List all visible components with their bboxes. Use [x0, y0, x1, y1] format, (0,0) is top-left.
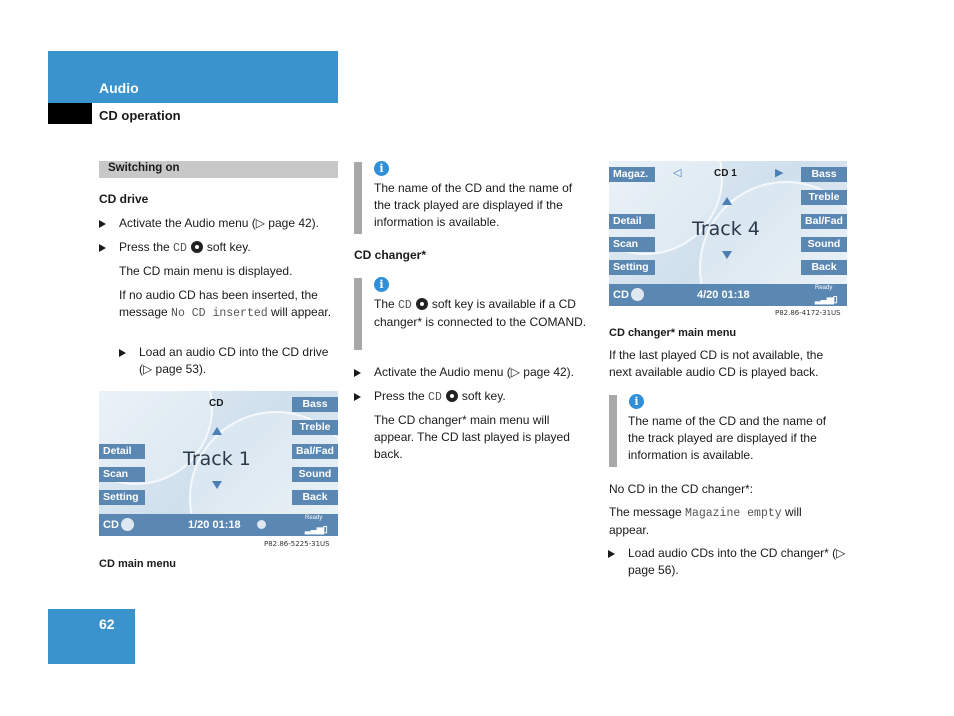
bullet-arrow-icon: [608, 550, 615, 558]
cd-changer-heading: CD changer*: [354, 248, 427, 262]
status-cd-label: CD: [613, 289, 629, 301]
track-down-icon[interactable]: [722, 251, 732, 259]
result-changer-menu: The CD changer* main menu will appear. The CD last played is played back.: [374, 413, 570, 461]
no-cd-heading: No CD in the CD changer*:: [609, 482, 754, 496]
status-bar: [99, 514, 338, 536]
cd-changer-main-menu-screen: [609, 161, 847, 306]
paragraph-last-played: If the last played CD is not available, the next available audio CD is played back.: [609, 348, 824, 379]
status-bar: [609, 284, 847, 306]
cd-main-menu-screen: [99, 391, 338, 536]
status-position: 1/20 01:18: [188, 519, 241, 531]
detail-button[interactable]: Detail: [99, 444, 145, 459]
note-bar: [609, 395, 617, 467]
back-button[interactable]: Back: [292, 490, 338, 505]
bass-button[interactable]: Bass: [801, 167, 847, 182]
cd-button-icon: [191, 241, 203, 253]
subsection-marker: [48, 103, 92, 124]
section-header: [48, 51, 338, 103]
bullet-arrow-icon: [119, 349, 126, 357]
info-icon: i: [374, 277, 389, 292]
info-icon: i: [374, 161, 389, 176]
status-cd-label: CD: [103, 519, 119, 531]
magazine-button[interactable]: Magaz.: [609, 167, 655, 182]
info-note: The name of the CD and the name of the track played are displayed if the information is available.: [374, 181, 573, 229]
substep-load-cd: Load an audio CD into the CD drive (▷ page 53).: [139, 344, 339, 378]
track-up-icon[interactable]: [722, 197, 732, 205]
cd-button-icon: [416, 298, 428, 310]
section-bar: [99, 161, 338, 178]
bass-button[interactable]: Bass: [292, 397, 338, 412]
ready-label: Ready: [815, 285, 833, 291]
result-no-cd: If no audio CD has been inserted, the message No CD inserted will appear.: [119, 288, 332, 320]
prev-cd-icon[interactable]: ◁: [673, 167, 682, 179]
image-code: P82.86-5225-31US: [264, 540, 330, 548]
bullet-arrow-icon: [354, 369, 361, 377]
back-button[interactable]: Back: [801, 260, 847, 275]
section-bar-label: Switching on: [108, 162, 180, 174]
treble-button[interactable]: Treble: [801, 190, 847, 205]
detail-button[interactable]: Detail: [609, 214, 655, 229]
figure-caption: CD changer* main menu: [609, 327, 737, 339]
page-number: 62: [99, 616, 115, 632]
scan-button[interactable]: Scan: [99, 467, 145, 482]
signal-icon: ▂▃▅▯: [305, 524, 327, 534]
bullet-arrow-icon: [354, 393, 361, 401]
track-up-icon[interactable]: [212, 427, 222, 435]
screen-title: CD: [209, 398, 224, 409]
step-load-cds: Load audio CDs into the CD changer* (▷ page 56).: [628, 545, 846, 579]
disc-icon: [257, 520, 266, 529]
step-press-cd: Press the CD soft key.: [374, 388, 596, 406]
bal-fad-button[interactable]: Bal/Fad: [292, 444, 338, 459]
subsection-title: CD operation: [99, 108, 181, 123]
signal-icon: ▂▃▅▯: [815, 294, 837, 304]
cd-button-icon: [446, 390, 458, 402]
result-main-menu: The CD main menu is displayed.: [119, 264, 293, 278]
note-bar: [354, 162, 362, 234]
figure-caption: CD main menu: [99, 558, 177, 570]
note-bar: [354, 278, 362, 350]
disc-icon: [121, 518, 134, 531]
bal-fad-button[interactable]: Bal/Fad: [801, 214, 847, 229]
disc-icon: [631, 288, 644, 301]
bullet-arrow-icon: [99, 244, 106, 252]
info-note: The name of the CD and the name of the track played are displayed if the information is available.: [628, 414, 827, 462]
track-display: Track 1: [183, 448, 251, 470]
info-note: The CD soft key is available if a CD changer* is connected to the COMAND.: [374, 297, 587, 329]
image-code: P82.86-4172-31US: [775, 309, 841, 317]
info-icon: i: [629, 394, 644, 409]
status-position: 4/20 01:18: [697, 289, 750, 301]
step-activate-audio: Activate the Audio menu (▷ page 42).: [119, 215, 344, 232]
bullet-arrow-icon: [99, 220, 106, 228]
step-activate-audio: Activate the Audio menu (▷ page 42).: [374, 364, 596, 381]
sound-button[interactable]: Sound: [292, 467, 338, 482]
screen-title: CD 1: [714, 168, 737, 179]
setting-button[interactable]: Setting: [609, 260, 655, 275]
treble-button[interactable]: Treble: [292, 420, 338, 435]
sound-button[interactable]: Sound: [801, 237, 847, 252]
setting-button[interactable]: Setting: [99, 490, 145, 505]
message-magazine-empty: The message Magazine empty will appear.: [609, 505, 802, 537]
step-press-cd: Press the CD soft key.: [119, 239, 344, 257]
ready-label: Ready: [305, 515, 323, 521]
track-down-icon[interactable]: [212, 481, 222, 489]
track-display: Track 4: [692, 218, 760, 240]
next-cd-icon[interactable]: ▶: [775, 167, 784, 179]
cd-drive-heading: CD drive: [99, 192, 149, 206]
scan-button[interactable]: Scan: [609, 237, 655, 252]
page-number-box: [48, 609, 135, 664]
section-title: Audio: [99, 80, 139, 96]
